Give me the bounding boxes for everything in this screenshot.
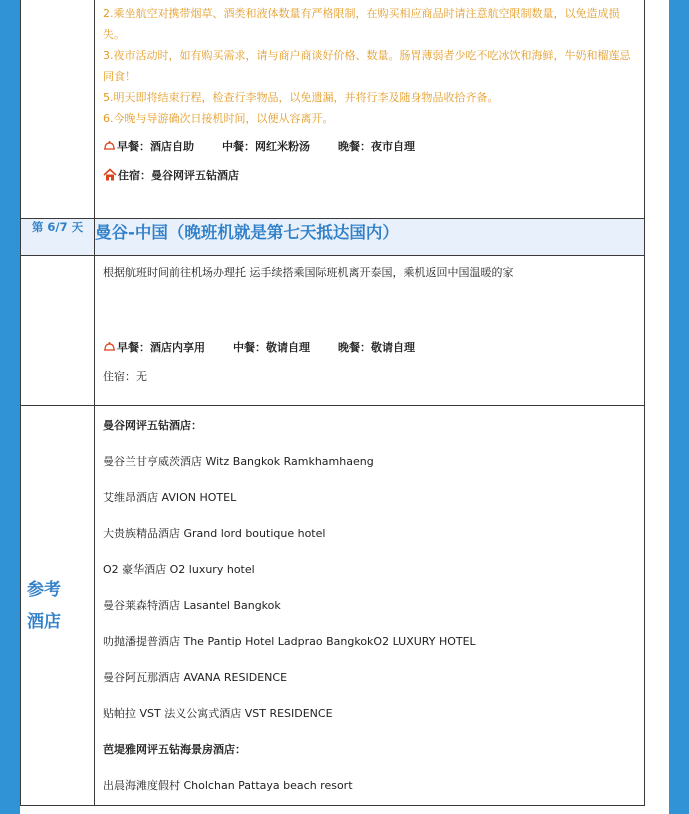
reference-hotels-label-cell bbox=[21, 406, 95, 806]
bangkok-hotels-heading: 曼谷网评五钻酒店： bbox=[103, 419, 202, 432]
day67-lodging: 住宿：无 bbox=[103, 370, 147, 383]
day67-lunch: 中餐：敬请自理 bbox=[233, 341, 310, 354]
reference-hotels-cell bbox=[95, 406, 645, 806]
bell-icon bbox=[103, 341, 116, 352]
day67-detail-row bbox=[21, 256, 645, 406]
hotel-item: 曼谷莱森特酒店 Lasantel Bangkok bbox=[103, 599, 281, 612]
hotel-item: 叻抛潘提普酒店 The Pantip Hotel Ladprao BangkokO2 LUXURY HOTEL bbox=[103, 635, 476, 648]
day5-lodging bbox=[103, 168, 636, 183]
day5-note-5: 5.明天即将结束行程，检查行李物品，以免遗漏，并将行李及随身物品收拾齐备。 bbox=[103, 91, 499, 104]
day5-detail-row bbox=[21, 0, 645, 219]
hotel-item: 曼谷阿瓦那酒店 AVANA RESIDENCE bbox=[103, 671, 288, 684]
pattaya-hotels-heading: 芭堤雅网评五钻海景房酒店： bbox=[103, 743, 246, 756]
bell-icon bbox=[103, 140, 116, 151]
hotel-item: 大贵族精品酒店 Grand lord boutique hotel bbox=[103, 527, 326, 540]
hotel-item: 贴帕拉 VST 法义公寓式酒店 VST RESIDENCE bbox=[103, 707, 333, 720]
day5-breakfast: 早餐：酒店自助 bbox=[117, 140, 194, 153]
day67-content-cell bbox=[95, 256, 645, 406]
day5-lunch: 中餐：网红米粉汤 bbox=[222, 140, 310, 153]
day67-meals bbox=[103, 340, 636, 355]
day67-description: 根据航班时间前往机场办理托 运手续搭乘国际班机离开泰国，乘机返回中国温暖的家 bbox=[103, 266, 514, 279]
day5-note-3: 3.夜市活动时，如有购买需求，请与商户商谈好价格、数量。肠胃薄弱者少吃不吃冰饮和海鲜，牛奶和榴莲忌同食！ bbox=[103, 49, 631, 83]
day67-dinner: 晚餐：敬请自理 bbox=[338, 341, 415, 354]
day5-dinner: 晚餐：夜市自理 bbox=[338, 140, 415, 153]
house-icon bbox=[103, 168, 117, 181]
day67-header-row bbox=[21, 219, 645, 256]
day5-left-cell bbox=[21, 0, 95, 219]
hotel-item: 艾维昂酒店 AVION HOTEL bbox=[103, 491, 237, 504]
day67-breakfast: 早餐：酒店内享用 bbox=[117, 341, 205, 354]
reference-hotels-row bbox=[21, 406, 645, 806]
hotel-item: 出晨海滩度假村 Cholchan Pattaya beach resort bbox=[103, 779, 353, 792]
day5-note-6: 6.今晚与导游确次日接机时间，以便从容离开。 bbox=[103, 112, 334, 125]
day5-note-2: 2.乘坐航空对携带烟草、酒类和液体数量有严格限制，在购买相应商品时请注意航空限制数量，以免造成损失。 bbox=[103, 7, 620, 41]
itinerary-table bbox=[20, 0, 645, 806]
hotel-item: 曼谷兰甘亨威茨酒店 Witz Bangkok Ramkhamhaeng bbox=[103, 455, 374, 468]
day5-content-cell bbox=[95, 0, 645, 219]
day5-lodging-text: 住宿：曼谷网评五钻酒店 bbox=[118, 169, 239, 182]
reference-hotels-label: 参考 酒店 bbox=[27, 579, 61, 632]
day67-title: 曼谷-中国（晚班机就是第七天抵达国内） bbox=[95, 219, 645, 256]
day67-left-cell bbox=[21, 256, 95, 406]
day5-meals bbox=[103, 139, 636, 154]
day67-label: 第 6/7 天 bbox=[21, 219, 95, 256]
hotel-item: O2 豪华酒店 O2 luxury hotel bbox=[103, 563, 255, 576]
